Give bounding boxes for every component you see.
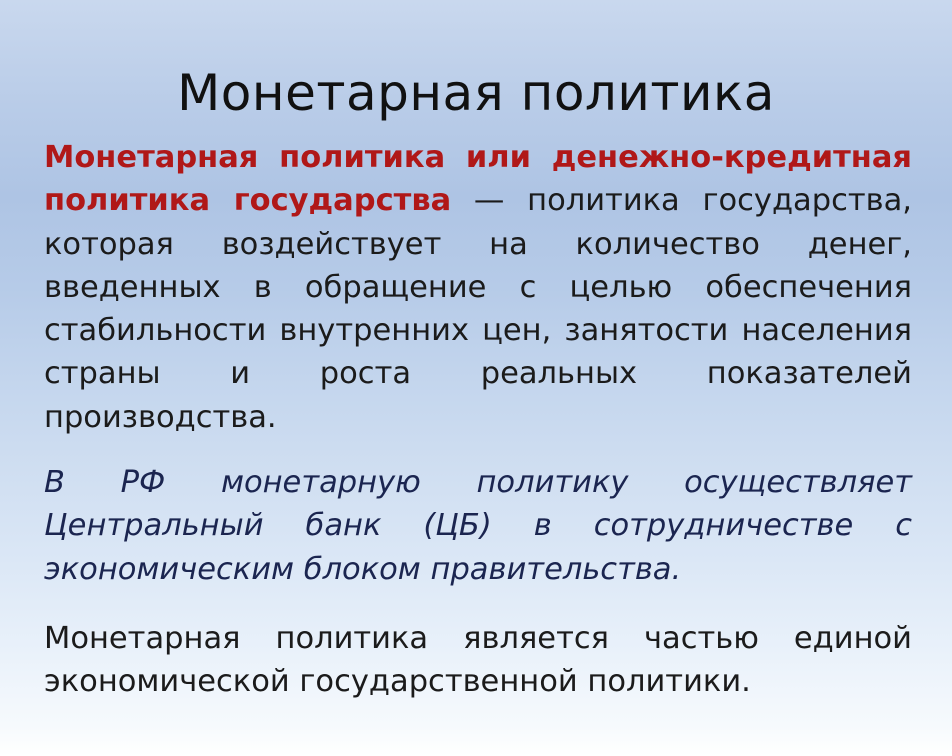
definition-text: — политика государства, которая воздействует на количество денег, введенных в обращение с целью обеспечения стабильности внутренних цен, занятости населения страны и роста реальных показателей производства. [44,183,912,435]
paragraph-definition [44,136,912,439]
definition-term: Монетарная политика или денежно-кредитная политика государства [44,140,912,219]
paragraph-russia: В РФ монетарную политику осуществляет Центральный банк (ЦБ) в сотрудничестве с экономическим блоком правительства. [44,465,912,587]
slide-body [44,136,912,704]
paragraph-part-of-policy: Монетарная политика является частью единой экономической государственной политики. [44,620,912,700]
page-title: Монетарная политика [177,63,775,122]
